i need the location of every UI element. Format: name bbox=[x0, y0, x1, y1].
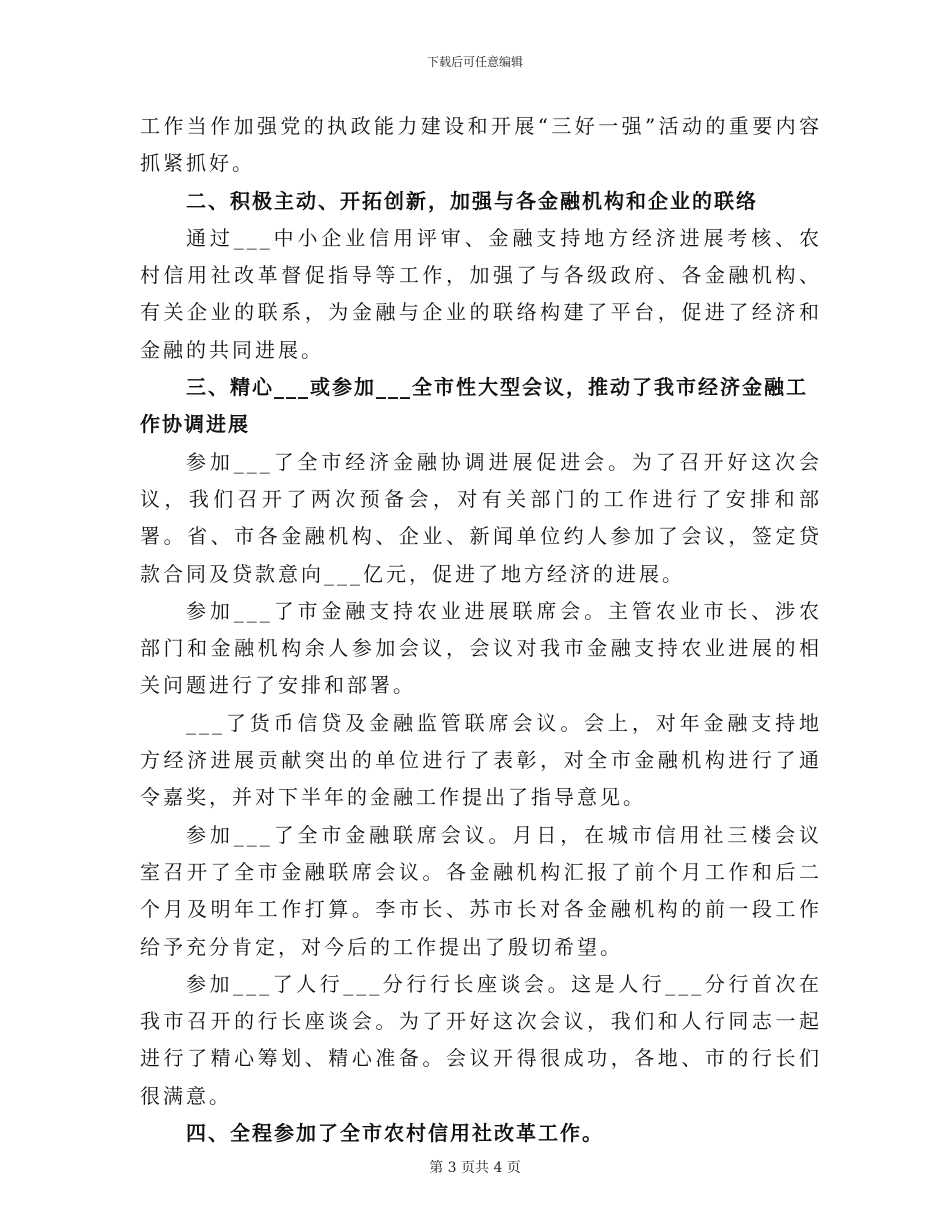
body-paragraph: ___了货币信贷及金融监管联席会议。会上，对年金融支持地方经济进展贡献突出的单位进行了表彰，对全市金融机构进行了通令嘉奖，并对下半年的金融工作提出了指导意见。 bbox=[140, 710, 822, 810]
body-paragraph: 参加___了人行___分行行长座谈会。这是人行___分行首次在我市召开的行长座谈会。为了开好这次会议，我们和人行同志一起进行了精心筹划、精心准备。会议开得很成功，各地、市的行长们很满意。 bbox=[140, 971, 822, 1108]
section-heading: 三、精心___或参加___全市性大型会议，推动了我市经济金融工作协调进展 bbox=[140, 375, 808, 437]
section-heading: 四、全程参加了全市农村信用社改革工作。 bbox=[186, 1121, 604, 1146]
body-paragraph: 工作当作加强党的执政能力建设和开展“三好一强”活动的重要内容抓紧抓好。 bbox=[140, 114, 822, 176]
body-paragraph: 参加___了全市金融联席会议。月日，在城市信用社三楼会议室召开了全市金融联席会议。各金融机构汇报了前个月工作和后二个月及明年工作打算。李市长、苏市长对各金融机构的前一段工作给予充分肯定，对今后的工作提出了殷切希望。 bbox=[140, 822, 822, 959]
document-body bbox=[140, 108, 822, 1152]
body-paragraph: 通过___中小企业信用评审、金融支持地方经济进展考核、农村信用社改革督促指导等工作，加强了与各级政府、各金融机构、有关企业的联系，为金融与企业的联络构建了平台，促进了经济和金融的共同进展。 bbox=[140, 225, 822, 362]
body-paragraph: 参加___了市金融支持农业进展联席会。主管农业市长、涉农部门和金融机构余人参加会议，会议对我市金融支持农业进展的相关问题进行了安排和部署。 bbox=[140, 598, 822, 698]
page-footer: 第 3 页共 4 页 bbox=[429, 1160, 521, 1176]
page-header: 下载后可任意编辑 bbox=[426, 55, 523, 69]
body-paragraph: 参加___了全市经济金融协调进展促进会。为了召开好这次会议，我们召开了两次预备会，对有关部门的工作进行了安排和部署。省、市各金融机构、企业、新闻单位约人参加了会议，签定贷款合同及贷款意向___亿元，促进了地方经济的进展。 bbox=[140, 449, 822, 586]
section-heading: 二、积极主动、开拓创新，加强与各金融机构和企业的联络 bbox=[186, 188, 758, 213]
